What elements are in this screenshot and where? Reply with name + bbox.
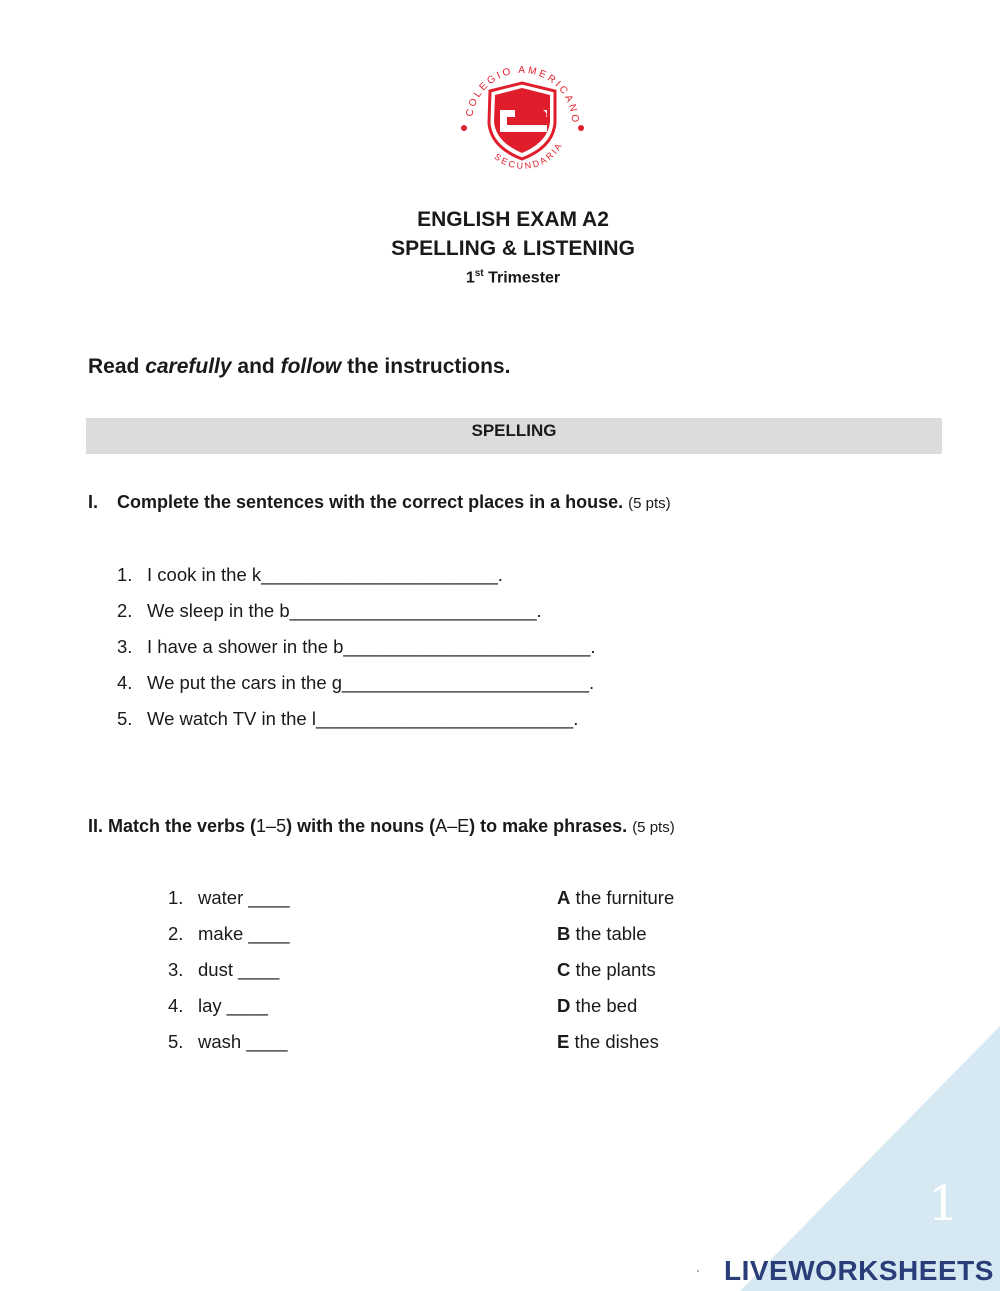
q2-range-verbs: 1–5 <box>256 816 287 836</box>
verb-text: wash ____ <box>198 1031 288 1052</box>
page-corner-decoration <box>740 1026 1000 1291</box>
exam-title: ENGLISH EXAM A2 <box>417 208 609 231</box>
page-number: 1 <box>928 1176 959 1232</box>
q2-text-3: ) to make phrases. <box>469 816 628 836</box>
question-1-points: (5 pts) <box>628 495 671 512</box>
noun-item <box>557 880 674 916</box>
item-number: 4. <box>168 995 184 1016</box>
q2-text-2: ) with the nouns ( <box>286 816 436 836</box>
item-number: 2. <box>117 600 133 621</box>
noun-letter: C <box>557 959 571 980</box>
noun-letter: E <box>557 1031 570 1052</box>
section-heading-spelling: SPELLING <box>86 418 942 454</box>
school-logo <box>455 55 590 185</box>
noun-text: the table <box>570 923 647 944</box>
instr-part-2: and <box>231 355 281 378</box>
list-item[interactable] <box>117 557 596 593</box>
question-1-number: I. <box>88 492 99 512</box>
general-instructions <box>88 355 510 379</box>
verb-item[interactable] <box>168 952 290 988</box>
instr-emphasis-1: carefully <box>145 355 232 378</box>
q2-range-nouns: A–E <box>435 816 470 836</box>
item-number: 2. <box>168 923 184 944</box>
item-number: 3. <box>117 636 133 657</box>
term-label: Trimester <box>488 269 561 287</box>
svg-text:COLEGIO AMERICANO: COLEGIO AMERICANO <box>464 64 581 126</box>
verb-text: lay ____ <box>198 995 268 1016</box>
noun-text: the furniture <box>570 887 675 908</box>
noun-letter: A <box>557 887 571 908</box>
item-text: I have a shower in the b________________________. <box>147 636 596 657</box>
noun-item <box>557 952 674 988</box>
item-number: 5. <box>168 1031 184 1052</box>
question-2-title <box>88 816 675 837</box>
instr-emphasis-2: follow <box>280 355 342 378</box>
item-text: We sleep in the b________________________. <box>147 600 542 621</box>
noun-item <box>557 1024 674 1060</box>
verb-text: water ____ <box>198 887 290 908</box>
verb-text: dust ____ <box>198 959 280 980</box>
question-1-title <box>88 492 671 513</box>
item-number: 3. <box>168 959 184 980</box>
noun-text: the bed <box>570 995 638 1016</box>
noun-item <box>557 916 674 952</box>
question-1-list <box>117 557 596 737</box>
svg-text:SECUNDARIA: SECUNDARIA <box>492 139 565 171</box>
item-number: 1. <box>117 564 133 585</box>
verb-text: make ____ <box>198 923 290 944</box>
noun-text: the dishes <box>569 1031 659 1052</box>
exam-term <box>0 263 1000 289</box>
noun-letter: D <box>557 995 571 1016</box>
term-number: 1 <box>465 269 475 287</box>
item-number: 1. <box>168 887 184 908</box>
instr-part-1: Read <box>88 355 146 378</box>
question-2-points: (5 pts) <box>632 819 675 836</box>
exam-subtitle: SPELLING & LISTENING <box>391 237 635 260</box>
noun-letter: B <box>557 923 571 944</box>
instr-part-3: the instructions. <box>341 355 511 378</box>
item-text: I cook in the k_______________________. <box>147 564 503 585</box>
item-text: We put the cars in the g________________________. <box>147 672 595 693</box>
nouns-list <box>557 880 674 1060</box>
exam-header <box>0 205 1000 289</box>
list-item[interactable] <box>117 593 596 629</box>
list-item[interactable] <box>117 629 596 665</box>
item-text: We watch TV in the l_________________________. <box>147 708 579 729</box>
brand-name[interactable]: LIVEWORKSHEETS <box>724 1255 994 1286</box>
question-1-text: Complete the sentences with the correct places in a house. <box>117 492 624 512</box>
verb-item[interactable] <box>168 916 290 952</box>
q2-text-1: II. Match the verbs ( <box>88 816 257 836</box>
item-number: 4. <box>117 672 133 693</box>
noun-item <box>557 988 674 1024</box>
verb-item[interactable] <box>168 880 290 916</box>
verb-item[interactable] <box>168 988 290 1024</box>
verbs-list <box>168 880 290 1060</box>
item-number: 5. <box>117 708 133 729</box>
verb-item[interactable] <box>168 1024 290 1060</box>
list-item[interactable] <box>117 701 596 737</box>
liveworksheets-logo-icon <box>697 1254 723 1288</box>
list-item[interactable] <box>117 665 596 701</box>
noun-text: the plants <box>570 959 656 980</box>
term-suffix: st <box>474 268 484 279</box>
